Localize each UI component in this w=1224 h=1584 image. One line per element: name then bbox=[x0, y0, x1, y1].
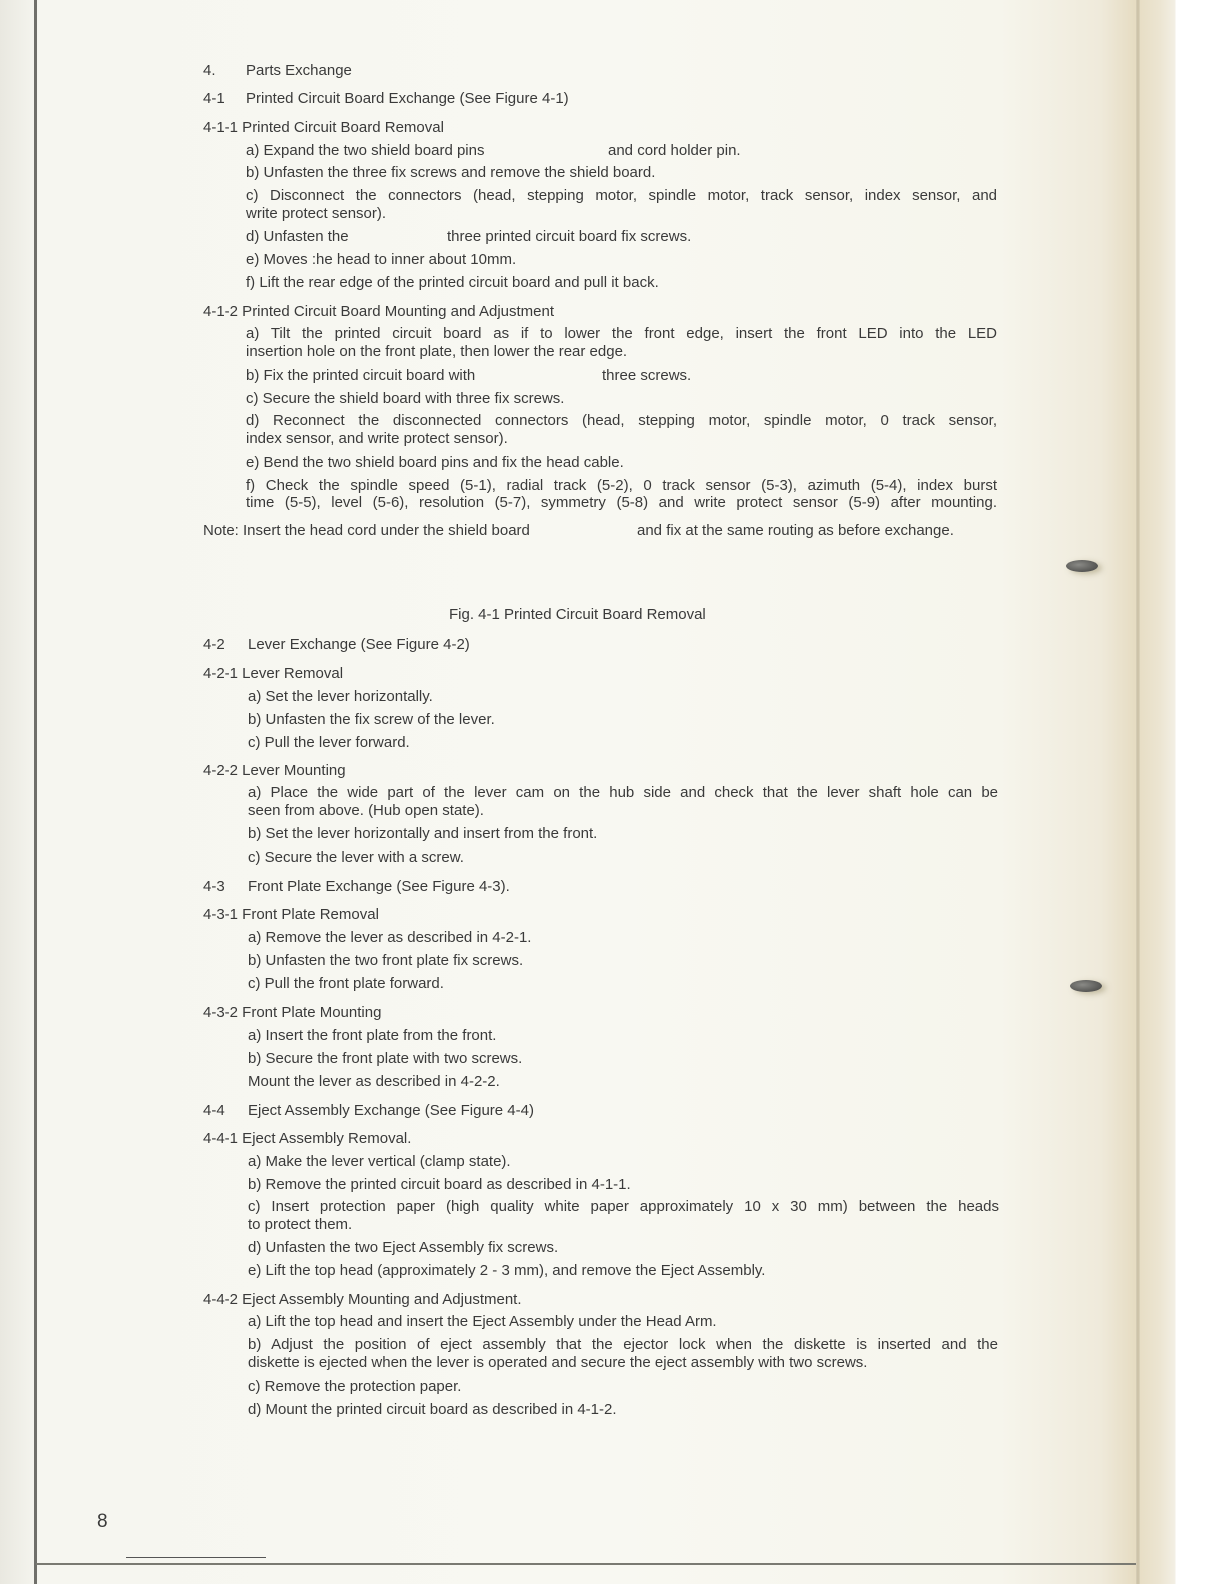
step: and cord holder pin. bbox=[608, 142, 741, 159]
step: diskette is ejected when the lever is operated and secure the eject assembly with two screws. bbox=[248, 1354, 868, 1371]
step: b) Unfasten the three fix screws and remove the shield board. bbox=[246, 164, 656, 181]
step: c) Insert protection paper (high quality white paper approximately 10 x 30 mm) between the heads bbox=[248, 1198, 999, 1215]
page-number: 8 bbox=[97, 1511, 108, 1532]
subsection-title: 4-4-1 Eject Assembly Removal. bbox=[203, 1130, 412, 1147]
subsection-title: 4-4-2 Eject Assembly Mounting and Adjustment. bbox=[203, 1291, 522, 1308]
step: f) Lift the rear edge of the printed circuit board and pull it back. bbox=[246, 274, 659, 291]
step: seen from above. (Hub open state). bbox=[248, 802, 484, 819]
step: e) Lift the top head (approximately 2 - 3 mm), and remove the Eject Assembly. bbox=[248, 1262, 766, 1279]
section-title: Lever Exchange (See Figure 4-2) bbox=[248, 636, 470, 653]
step: d) Unfasten the two Eject Assembly fix screws. bbox=[248, 1239, 559, 1256]
section-title: Printed Circuit Board Exchange (See Figure 4-1) bbox=[246, 90, 569, 107]
step: e) Bend the two shield board pins and fix the head cable. bbox=[246, 454, 624, 471]
step: a) Expand the two shield board pins bbox=[246, 142, 485, 159]
section-number: 4-1 bbox=[203, 90, 225, 107]
section-number: 4-3 bbox=[203, 878, 225, 895]
step: b) Unfasten the fix screw of the lever. bbox=[248, 711, 495, 728]
step: index sensor, and write protect sensor). bbox=[246, 430, 508, 447]
step: a) Tilt the printed circuit board as if to lower the front edge, insert the front LED into the LED bbox=[246, 325, 997, 342]
step: c) Secure the shield board with three fix screws. bbox=[246, 390, 565, 407]
section-title: Eject Assembly Exchange (See Figure 4-4) bbox=[248, 1102, 534, 1119]
binder-hole bbox=[1070, 980, 1102, 992]
step: d) Reconnect the disconnected connectors (head, stepping motor, spindle motor, 0 track sensor, bbox=[246, 412, 997, 429]
step: a) Lift the top head and insert the Eject Assembly under the Head Arm. bbox=[248, 1313, 717, 1330]
step: d) Mount the printed circuit board as described in 4-1-2. bbox=[248, 1401, 617, 1418]
step: f) Check the spindle speed (5-1), radial track (5-2), 0 track sensor (5-3), azimuth (5-4), index burst bbox=[246, 477, 997, 494]
subsection-title: 4-2-1 Lever Removal bbox=[203, 665, 344, 682]
subsection-title: 4-3-1 Front Plate Removal bbox=[203, 906, 379, 923]
section-number: 4. bbox=[203, 62, 216, 79]
section-number: 4-4 bbox=[203, 1102, 225, 1119]
step: b) Adjust the position of eject assembly that the ejector lock when the diskette is inserted and the bbox=[248, 1336, 998, 1353]
figure-caption: Fig. 4-1 Printed Circuit Board Removal bbox=[449, 606, 706, 623]
step: c) Disconnect the connectors (head, stepping motor, spindle motor, track sensor, index sensor, and bbox=[246, 187, 997, 204]
step: c) Pull the lever forward. bbox=[248, 734, 410, 751]
step: c) Secure the lever with a screw. bbox=[248, 849, 464, 866]
step: a) Make the lever vertical (clamp state). bbox=[248, 1153, 511, 1170]
step: insertion hole on the front plate, then lower the rear edge. bbox=[246, 343, 628, 360]
step: a) Insert the front plate from the front. bbox=[248, 1027, 497, 1044]
step: a) Remove the lever as described in 4-2-1. bbox=[248, 929, 532, 946]
subsection-title: 4-3-2 Front Plate Mounting bbox=[203, 1004, 382, 1021]
step: c) Remove the protection paper. bbox=[248, 1378, 462, 1395]
section-title: Parts Exchange bbox=[246, 62, 352, 79]
step: b) Secure the front plate with two screws. bbox=[248, 1050, 523, 1067]
footer-rule bbox=[126, 1557, 266, 1558]
binder-hole bbox=[1066, 560, 1098, 572]
step: a) Set the lever horizontally. bbox=[248, 688, 433, 705]
section-title: Front Plate Exchange (See Figure 4-3). bbox=[248, 878, 510, 895]
page-left-edge bbox=[34, 0, 37, 1584]
step: three screws. bbox=[602, 367, 692, 384]
step: b) Set the lever horizontally and insert from the front. bbox=[248, 825, 598, 842]
step: b) Unfasten the two front plate fix screws. bbox=[248, 952, 524, 969]
subsection-title: 4-2-2 Lever Mounting bbox=[203, 762, 346, 779]
step: a) Place the wide part of the lever cam on the hub side and check that the lever shaft hole can be bbox=[248, 784, 998, 801]
subsection-title: 4-1-2 Printed Circuit Board Mounting and Adjustment bbox=[203, 303, 555, 320]
step: write protect sensor). bbox=[246, 205, 387, 222]
note: and fix at the same routing as before exchange. bbox=[637, 522, 954, 539]
step: c) Pull the front plate forward. bbox=[248, 975, 444, 992]
page-bottom-edge bbox=[36, 1563, 1136, 1565]
step: e) Moves :he head to inner about 10mm. bbox=[246, 251, 517, 268]
step: b) Fix the printed circuit board with bbox=[246, 367, 476, 384]
note: Note: Insert the head cord under the shield board bbox=[203, 522, 530, 539]
step: b) Remove the printed circuit board as described in 4-1-1. bbox=[248, 1176, 631, 1193]
step: Mount the lever as described in 4-2-2. bbox=[248, 1073, 500, 1090]
step: d) Unfasten the bbox=[246, 228, 349, 245]
section-number: 4-2 bbox=[203, 636, 225, 653]
step: to protect them. bbox=[248, 1216, 353, 1233]
step: three printed circuit board fix screws. bbox=[447, 228, 692, 245]
binder-spine bbox=[1136, 0, 1140, 1584]
step: time (5-5), level (5-6), resolution (5-7), symmetry (5-8) and write protect sensor (5-9) after mounting. bbox=[246, 494, 997, 511]
subsection-title: 4-1-1 Printed Circuit Board Removal bbox=[203, 119, 444, 136]
